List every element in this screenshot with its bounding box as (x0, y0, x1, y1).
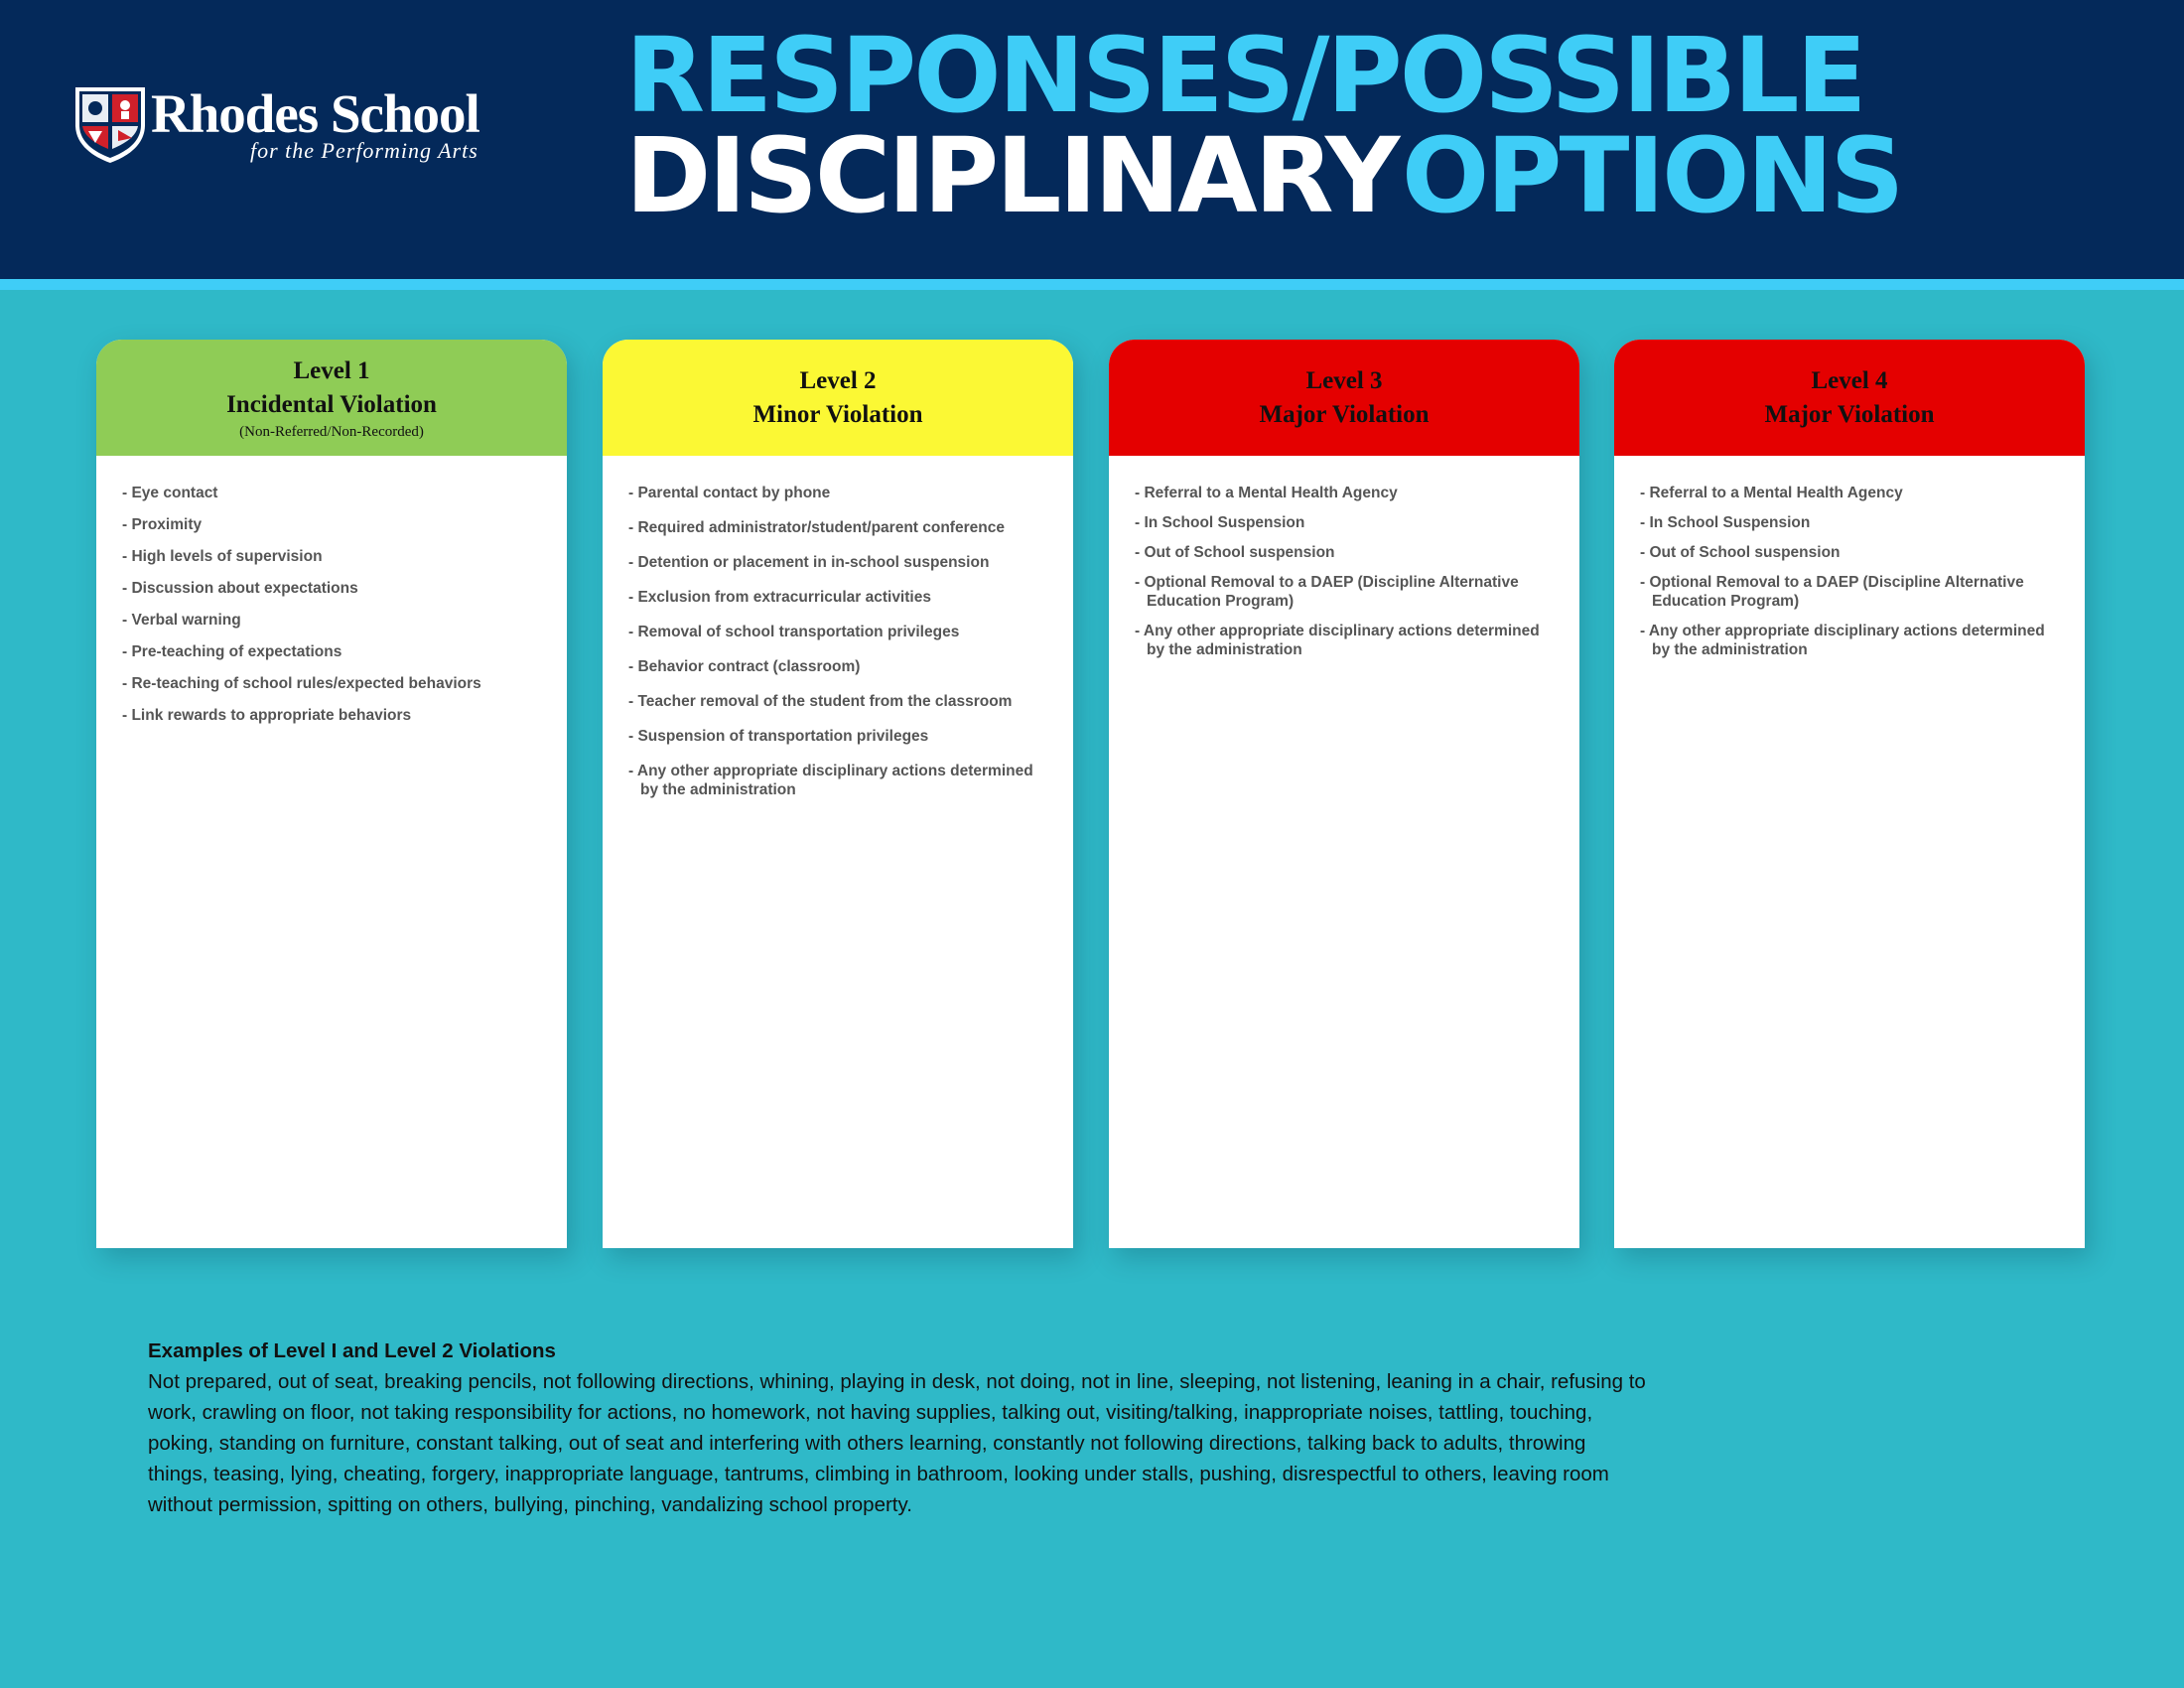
level-3-list (1109, 456, 1579, 659)
level-1-header (96, 340, 567, 456)
violation-label: Incidental Violation (226, 390, 437, 418)
level-label: Level 1 (293, 356, 370, 384)
level-note: (Non-Referred/Non-Recorded) (239, 423, 424, 440)
school-logo (71, 83, 528, 167)
violation-label: Minor Violation (752, 400, 923, 428)
level-4-header (1614, 340, 2085, 456)
level-2-card (603, 340, 1073, 1248)
list-item: - Required administrator/student/parent conference (628, 519, 1005, 536)
title-line-2 (625, 115, 2174, 258)
level-3-header (1109, 340, 1579, 456)
school-crest-icon (71, 83, 149, 165)
list-item: - Removal of school transportation privileges (628, 624, 960, 640)
list-item: - Link rewards to appropriate behaviors (122, 707, 412, 724)
list-item: - Any other appropriate disciplinary actions determined by the administration (1135, 623, 1540, 658)
examples-title: Examples of Level I and Level 2 Violations (148, 1339, 556, 1362)
level-2-list (603, 456, 1073, 799)
list-item: - In School Suspension (1640, 514, 1811, 531)
level-2-header (603, 340, 1073, 456)
list-item: - Referral to a Mental Health Agency (1135, 485, 1398, 501)
list-item: - Optional Removal to a DAEP (Discipline Alternative Education Program) (1640, 574, 2024, 610)
school-name: Rhodes School (151, 83, 479, 144)
list-item: - Discussion about expectations (122, 580, 358, 597)
list-item: - Behavior contract (classroom) (628, 658, 861, 675)
title-word-disciplinary: DISCIPLINARY (625, 115, 1398, 236)
level-label: Level 3 (1305, 366, 1383, 394)
title-line-1: RESPONSES/POSSIBLE (625, 15, 1864, 136)
list-item: - Re-teaching of school rules/expected behaviors (122, 675, 481, 692)
examples-body: Not prepared, out of seat, breaking pencils, not following directions, whining, playing in desk, not doing, not in line, sleeping, not listening, leaning in a chair, refusing to work, crawling on floor, not taking responsibility for actions, no homework, not having supplies, talking out, visiting/talking, inappropriate noises, tattling, touching, poking, standing on furniture, constant talking, out of seat and interfering with others learning, constantly not following directions, talking back to adults, throwing things, teasing, lying, cheating, forgery, inappropriate language, tantrums, climbing in bathroom, looking under stalls, pushing, disrespectful to others, leaving room without permission, spitting on others, bullying, pinching, vandalizing school property. (148, 1370, 1646, 1516)
list-item: - Detention or placement in in-school suspension (628, 554, 990, 571)
page-title (625, 15, 2174, 258)
list-item: - Proximity (122, 516, 203, 533)
level-1-card (96, 340, 567, 1248)
violation-examples (148, 1336, 1647, 1520)
list-item: - Verbal warning (122, 612, 241, 629)
list-item: - Any other appropriate disciplinary actions determined by the administration (1640, 623, 2045, 658)
list-item: - Any other appropriate disciplinary actions determined by the administration (628, 763, 1033, 798)
level-label: Level 2 (799, 366, 877, 394)
list-item: - Pre-teaching of expectations (122, 643, 342, 660)
list-item: - Optional Removal to a DAEP (Discipline Alternative Education Program) (1135, 574, 1519, 610)
list-item: - Out of School suspension (1135, 544, 1335, 561)
list-item: - Parental contact by phone (628, 485, 831, 501)
violation-label: Major Violation (1764, 400, 1935, 428)
list-item: - Exclusion from extracurricular activities (628, 589, 931, 606)
list-item: - Referral to a Mental Health Agency (1640, 485, 1903, 501)
page-header (0, 0, 2184, 290)
list-item: - Suspension of transportation privileges (628, 728, 929, 745)
level-1-list (96, 456, 567, 725)
list-item: - Eye contact (122, 485, 218, 501)
level-4-list (1614, 456, 2085, 659)
violation-label: Major Violation (1259, 400, 1430, 428)
school-tagline: for the Performing Arts (250, 138, 478, 163)
level-3-card (1109, 340, 1579, 1248)
level-label: Level 4 (1811, 366, 1888, 394)
list-item: - High levels of supervision (122, 548, 323, 565)
level-4-card (1614, 340, 2085, 1248)
title-word-options: OPTIONS (1401, 115, 1902, 236)
list-item: - In School Suspension (1135, 514, 1305, 531)
list-item: - Out of School suspension (1640, 544, 1841, 561)
list-item: - Teacher removal of the student from the classroom (628, 693, 1013, 710)
